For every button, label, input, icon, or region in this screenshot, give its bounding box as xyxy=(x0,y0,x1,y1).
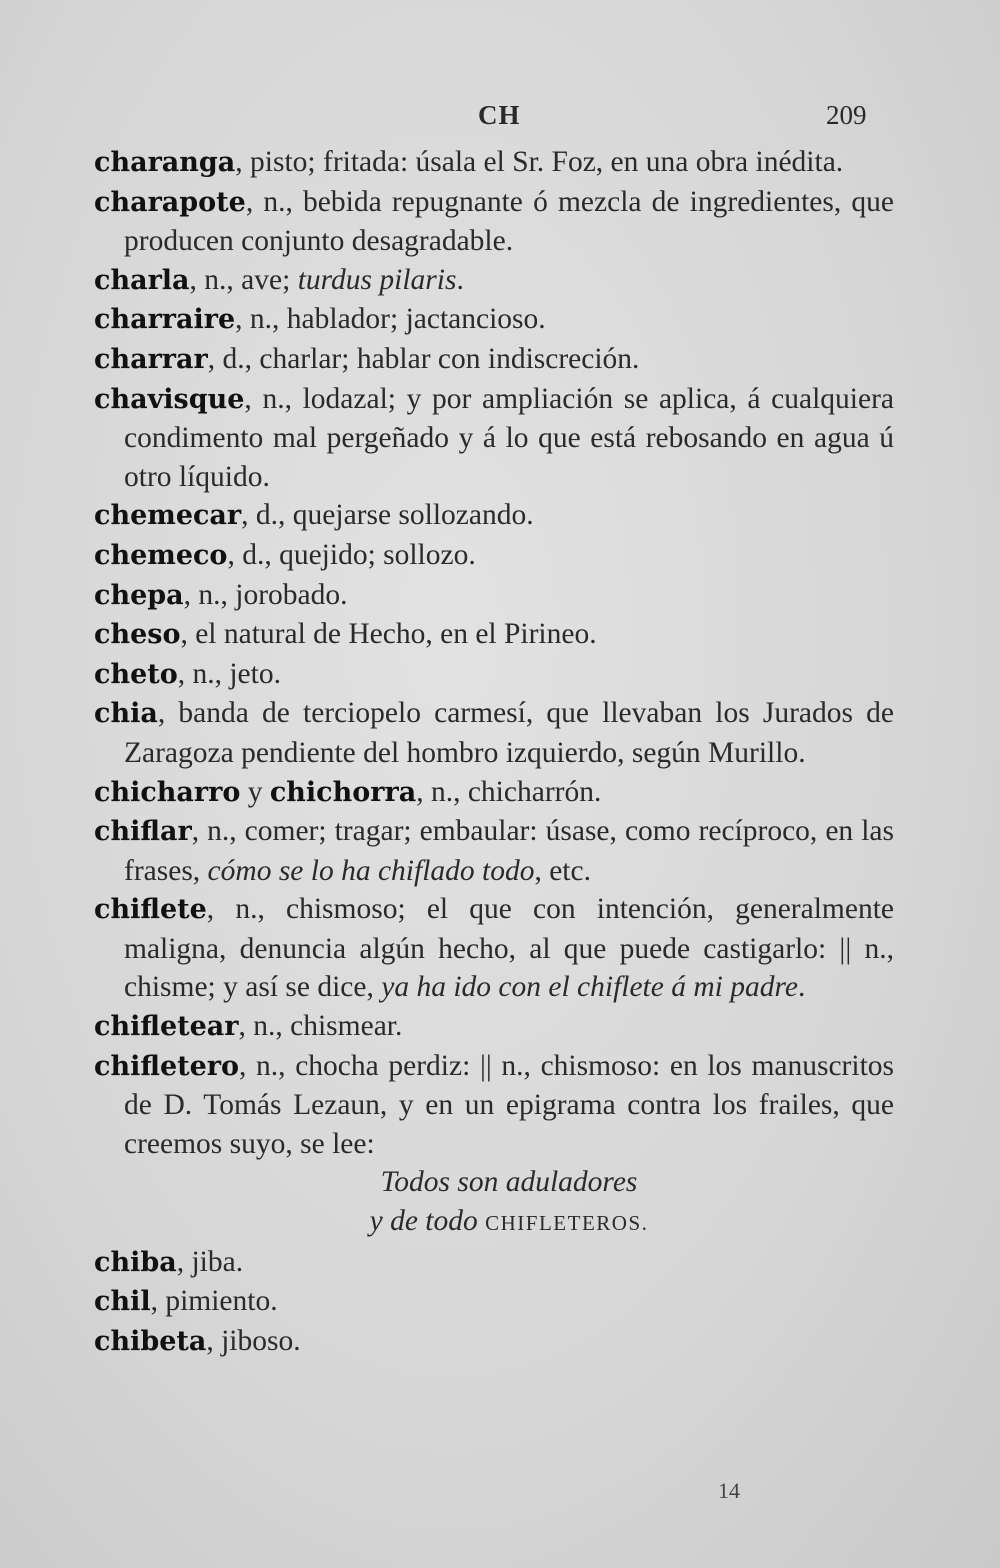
entry-charapote xyxy=(94,183,894,261)
headword: cheto xyxy=(94,658,178,690)
verse-line-2 xyxy=(124,1202,894,1243)
definition-italic: cómo se lo ha chiflado todo xyxy=(207,854,535,887)
definition: , n., jeto. xyxy=(177,657,281,690)
headword: chibeta xyxy=(94,1325,207,1357)
signature-mark: 14 xyxy=(718,1478,740,1503)
headword: chepa xyxy=(94,579,184,611)
verse-line-2-text: y de todo xyxy=(369,1205,478,1238)
definition: , n., chocha perdiz: || n., chismoso: en los manuscritos de D. Tomás Lezaun, y en un epigrama contra los frailes, que creemos suyo, se lee: xyxy=(124,1049,894,1160)
definition: , jiba. xyxy=(176,1245,244,1278)
definition: , n., comer; tragar; embaular: úsase, como recíproco, en las frases, xyxy=(124,815,894,887)
definition: , n., chismoso; el que con intención, generalmente maligna, denuncia algún hecho, al que puede castigarlo: || n., chisme; y así se dice, xyxy=(124,893,894,1004)
entry-chia xyxy=(94,694,894,772)
verse-quotation xyxy=(94,1163,894,1242)
entry-chiflar xyxy=(94,812,894,890)
definition: , pisto; fritada: úsala el Sr. Foz, en una obra inédita. xyxy=(235,146,844,178)
verse-line-1: Todos son aduladores xyxy=(380,1166,638,1199)
definition: , n., jorobado. xyxy=(183,578,348,611)
entry-chicharro xyxy=(94,773,894,813)
definition: , n., ave; xyxy=(189,263,298,296)
verse-line-2-smallcaps: CHIFLETEROS. xyxy=(485,1211,649,1236)
headword: charla xyxy=(94,264,190,296)
headword-second: chichorra xyxy=(269,776,417,808)
headword: chifletear xyxy=(94,1011,239,1043)
headword: chemeco xyxy=(94,539,228,571)
running-head: CH xyxy=(478,100,521,130)
headword: chicharro xyxy=(94,776,241,808)
headword: chiba xyxy=(94,1246,177,1278)
entry-charanga xyxy=(94,143,894,183)
entry-cheso xyxy=(94,615,894,655)
definition: y xyxy=(240,775,270,808)
definition: , n., chismear. xyxy=(238,1010,403,1043)
definition-italic: turdus pilaris xyxy=(297,263,457,296)
definition: , d., quejarse sollozando. xyxy=(241,499,534,532)
definition: , n., bebida repugnante ó mezcla de ingredientes, que producen conjunto desagradable. xyxy=(124,185,894,258)
entry-chiba xyxy=(94,1243,894,1283)
headword: chavisque xyxy=(94,383,245,415)
entry-chiflete xyxy=(94,890,894,1007)
definition: , pimiento. xyxy=(150,1285,278,1318)
headword: chia xyxy=(94,698,158,730)
headword: charanga xyxy=(94,147,236,178)
definition: , n., hablador; jactancioso. xyxy=(235,303,546,336)
definition-tail: , etc. xyxy=(534,854,591,887)
headword: chiflete xyxy=(94,894,207,926)
entry-chemecar xyxy=(94,496,894,536)
entry-chemeco xyxy=(94,536,894,576)
definition-tail: , n., chicharrón. xyxy=(416,775,602,808)
headword: chiflar xyxy=(94,816,192,848)
definition: , jiboso. xyxy=(206,1324,301,1357)
page-number: 209 xyxy=(826,100,867,130)
headword: chemecar xyxy=(94,500,242,532)
definition: , d., charlar; hablar con indiscreción. xyxy=(207,342,640,375)
definition-tail: . xyxy=(797,971,806,1004)
headword: charraire xyxy=(94,304,236,336)
entry-chifletear xyxy=(94,1007,894,1047)
definition-italic: ya ha ido con el chiflete á mi padre xyxy=(381,971,798,1004)
headword: chifletero xyxy=(94,1050,240,1082)
entry-charraire xyxy=(94,300,894,340)
entry-chibeta xyxy=(94,1322,894,1362)
entry-chavisque xyxy=(94,380,894,497)
headword: charapote xyxy=(94,186,246,218)
definition: , banda de terciopelo carmesí, que llevaban los Jurados de Zaragoza pendiente del hombro izquierdo, según Murillo. xyxy=(124,697,894,769)
definition-tail: . xyxy=(456,263,464,296)
page-header xyxy=(0,100,1000,140)
entry-cheto xyxy=(94,655,894,695)
dictionary-entries xyxy=(94,143,894,1361)
headword: charrar xyxy=(94,343,208,375)
definition: , d., quejido; sollozo. xyxy=(227,538,476,571)
entry-chifletero xyxy=(94,1047,894,1164)
entry-charla xyxy=(94,261,894,301)
headword: chil xyxy=(94,1286,151,1318)
definition: , el natural de Hecho, en el Pirineo. xyxy=(180,618,597,651)
entry-charrar xyxy=(94,340,894,380)
definition: , n., lodazal; y por ampliación se aplica, á cualquiera condimento mal pergeñado y á lo que está rebosando en agua ú otro líquido. xyxy=(124,382,894,493)
entry-chil xyxy=(94,1282,894,1322)
headword: cheso xyxy=(94,619,181,651)
entry-chepa xyxy=(94,576,894,616)
